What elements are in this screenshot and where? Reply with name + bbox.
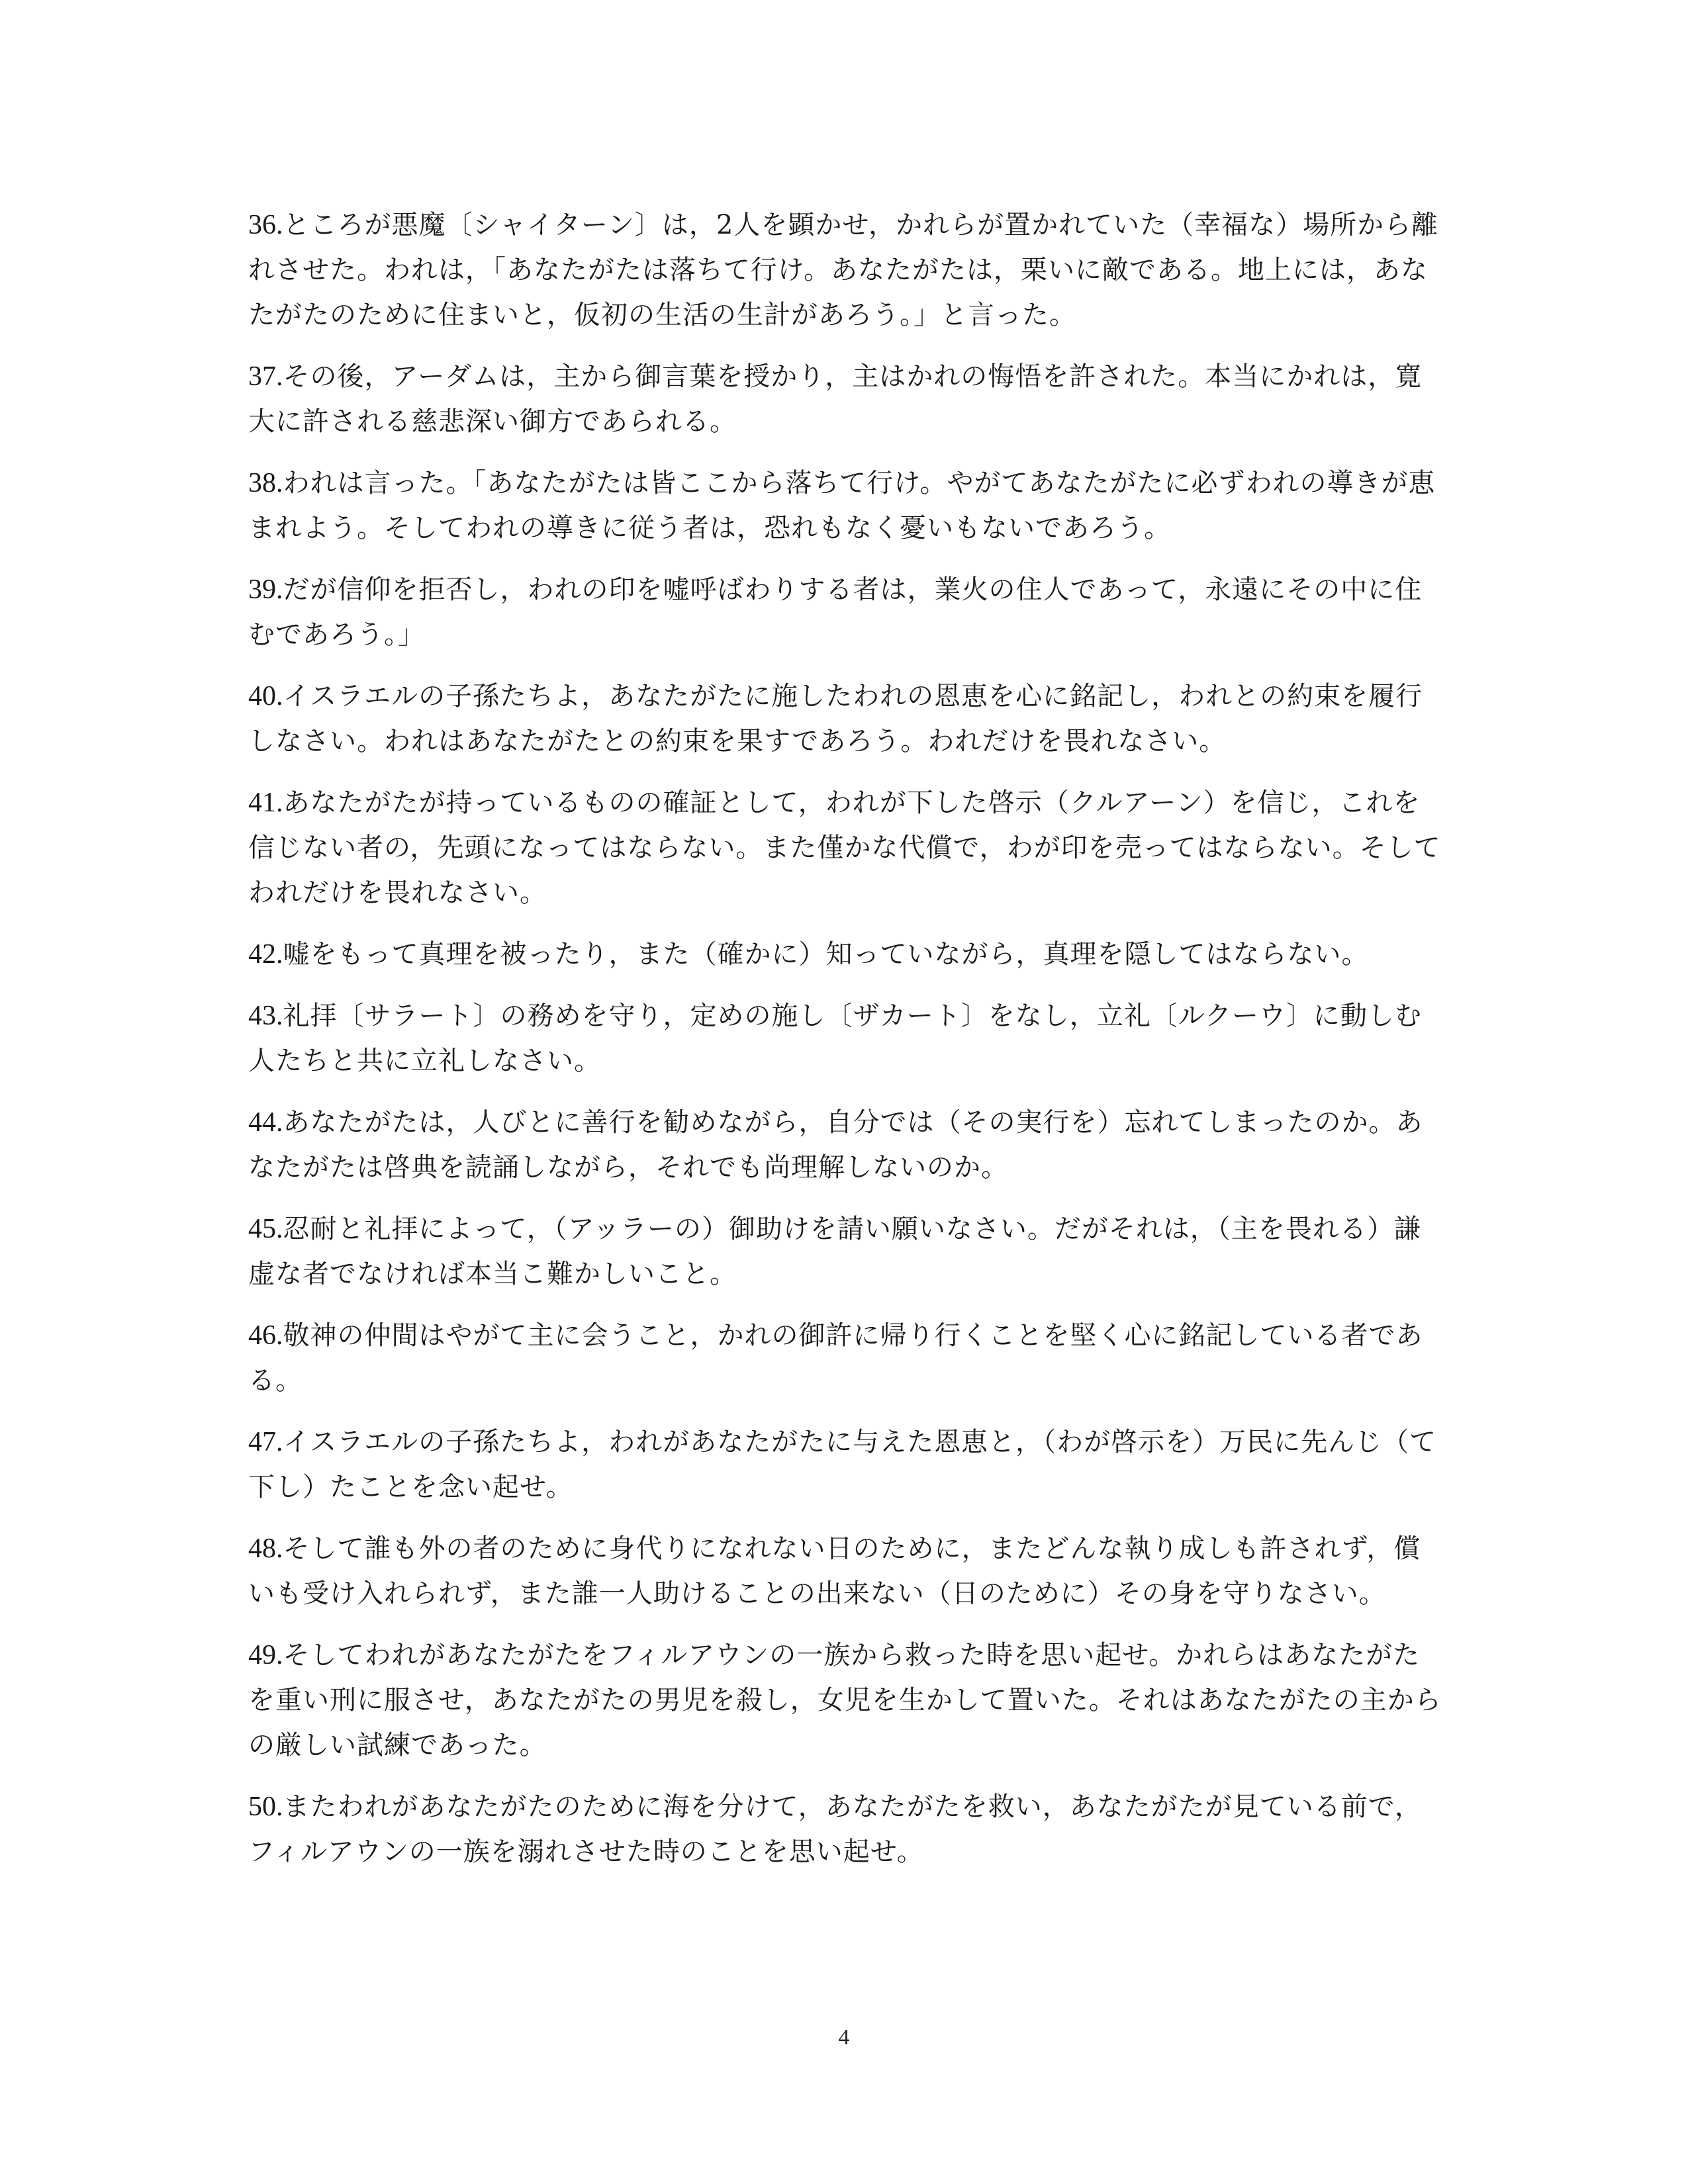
verse-list [248, 203, 1446, 1891]
verse-number: 47. [248, 1427, 283, 1457]
verse-number: 36. [248, 210, 283, 240]
verse-36 [248, 203, 1446, 338]
verse-47 [248, 1420, 1446, 1510]
verse-50 [248, 1784, 1446, 1874]
verse-number: 44. [248, 1107, 283, 1138]
verse-number: 43. [248, 1001, 283, 1031]
verse-number: 50. [248, 1792, 283, 1822]
verse-text: またわれがあなたがたのために海を分けて，あなたがたを救い，あなたがたが見ている前で，フィルアウンの一族を溺れさせた時のことを思い起せ。 [248, 1792, 1422, 1867]
verse-49 [248, 1633, 1446, 1768]
verse-number: 49. [248, 1640, 283, 1670]
verse-38 [248, 461, 1446, 551]
verse-number: 48. [248, 1533, 283, 1564]
verse-48 [248, 1526, 1446, 1616]
verse-text: そして誰も外の者のために身代りになれない日のために，またどんな執り成しも許されず，償いも受け入れられず，また誰一人助けることの出来ない（日のために）その身を守りなさい。 [248, 1533, 1421, 1609]
verse-text: ところが悪魔〔シャイターン〕は，2人を顕かせ，かれらが置かれていた（幸福な）場所から離れさせた。われは，「あなたがたは落ちて行け。あなたがたは，栗いに敵である。地上には，あなたがたのために住まいと，仮初の生活の生計があろう。」と言った。 [248, 210, 1439, 330]
verse-text: そしてわれがあなたがたをフィルアウンの一族から救った時を思い起せ。かれらはあなたがたを重い刑に服させ，あなたがたの男児を殺し，女児を生かして置いた。それはあなたがたの主からの厳しい試練であった。 [248, 1640, 1442, 1760]
verse-text: 敬神の仲間はやがて主に会うこと，かれの御許に帰り行くことを堅く心に銘記している者である。 [248, 1320, 1423, 1396]
verse-43 [248, 993, 1446, 1083]
verse-number: 38. [248, 468, 283, 498]
verse-number: 45. [248, 1214, 283, 1244]
verse-text: 嘘をもって真理を被ったり，また（確かに）知っていながら，真理を隠してはならない。 [283, 939, 1369, 970]
page-number: 4 [838, 2025, 850, 2050]
verse-text: あなたがたは，人びとに善行を勧めながら，自分では（その実行を）忘れてしまったのか。あなたがたは啓典を読誦しながら，それでも尚理解しないのか。 [248, 1107, 1423, 1183]
verse-40 [248, 674, 1446, 764]
verse-text: 礼拝〔サラート〕の務めを守り，定めの施し〔ザカート〕をなし，立礼〔ルクーウ〕に動しむ人たちと共に立礼しなさい。 [248, 1001, 1422, 1076]
verse-41 [248, 780, 1446, 915]
verse-44 [248, 1100, 1446, 1190]
verse-39 [248, 567, 1446, 657]
verse-number: 41. [248, 788, 283, 818]
verse-45 [248, 1206, 1446, 1297]
verse-46 [248, 1313, 1446, 1403]
verse-text: イスラエルの子孫たちよ，あなたがたに施したわれの恩恵を心に銘記し，われとの約束を履行しなさい。われはあなたがたとの約束を果すであろう。われだけを畏れなさい。 [248, 681, 1423, 756]
verse-text: われは言った。「あなたがたは皆ここから落ちて行け。やがてあなたがたに必ずわれの導きが恵まれよう。そしてわれの導きに従う者は，恐れもなく憂いもないであろう。 [248, 468, 1436, 543]
verse-text: あなたがたが持っているものの確証として，われが下した啓示（クルアーン）を信じ，これを信じない者の，先頭になってはならない。また僅かな代償で，わが印を売ってはならない。そしてわれだけを畏れなさい。 [248, 788, 1441, 908]
verse-number: 46. [248, 1320, 283, 1351]
verse-42 [248, 932, 1446, 977]
verse-number: 40. [248, 681, 283, 711]
verse-number: 42. [248, 939, 283, 970]
verse-text: 忍耐と礼拝によって，（アッラーの）御助けを請い願いなさい。だがそれは，（主を畏れる）謙虚な者でなければ本当こ難かしいこと。 [248, 1214, 1421, 1289]
verse-37 [248, 354, 1446, 444]
verse-number: 39. [248, 574, 283, 605]
verse-text: イスラエルの子孫たちよ，われがあなたがたに与えた恩恵と，（わが啓示を）万民に先んじ（て下し）たことを念い起せ。 [248, 1427, 1437, 1502]
verse-text: だが信仰を拒否し，われの印を嘘呼ばわりする者は，業火の住人であって，永遠にその中に住むであろう。」 [248, 574, 1423, 650]
verse-text: その後，アーダムは，主から御言葉を授かり，主はかれの悔悟を許された。本当にかれは，寛大に許される慈悲深い御方であられる。 [248, 361, 1423, 437]
verse-number: 37. [248, 361, 283, 392]
